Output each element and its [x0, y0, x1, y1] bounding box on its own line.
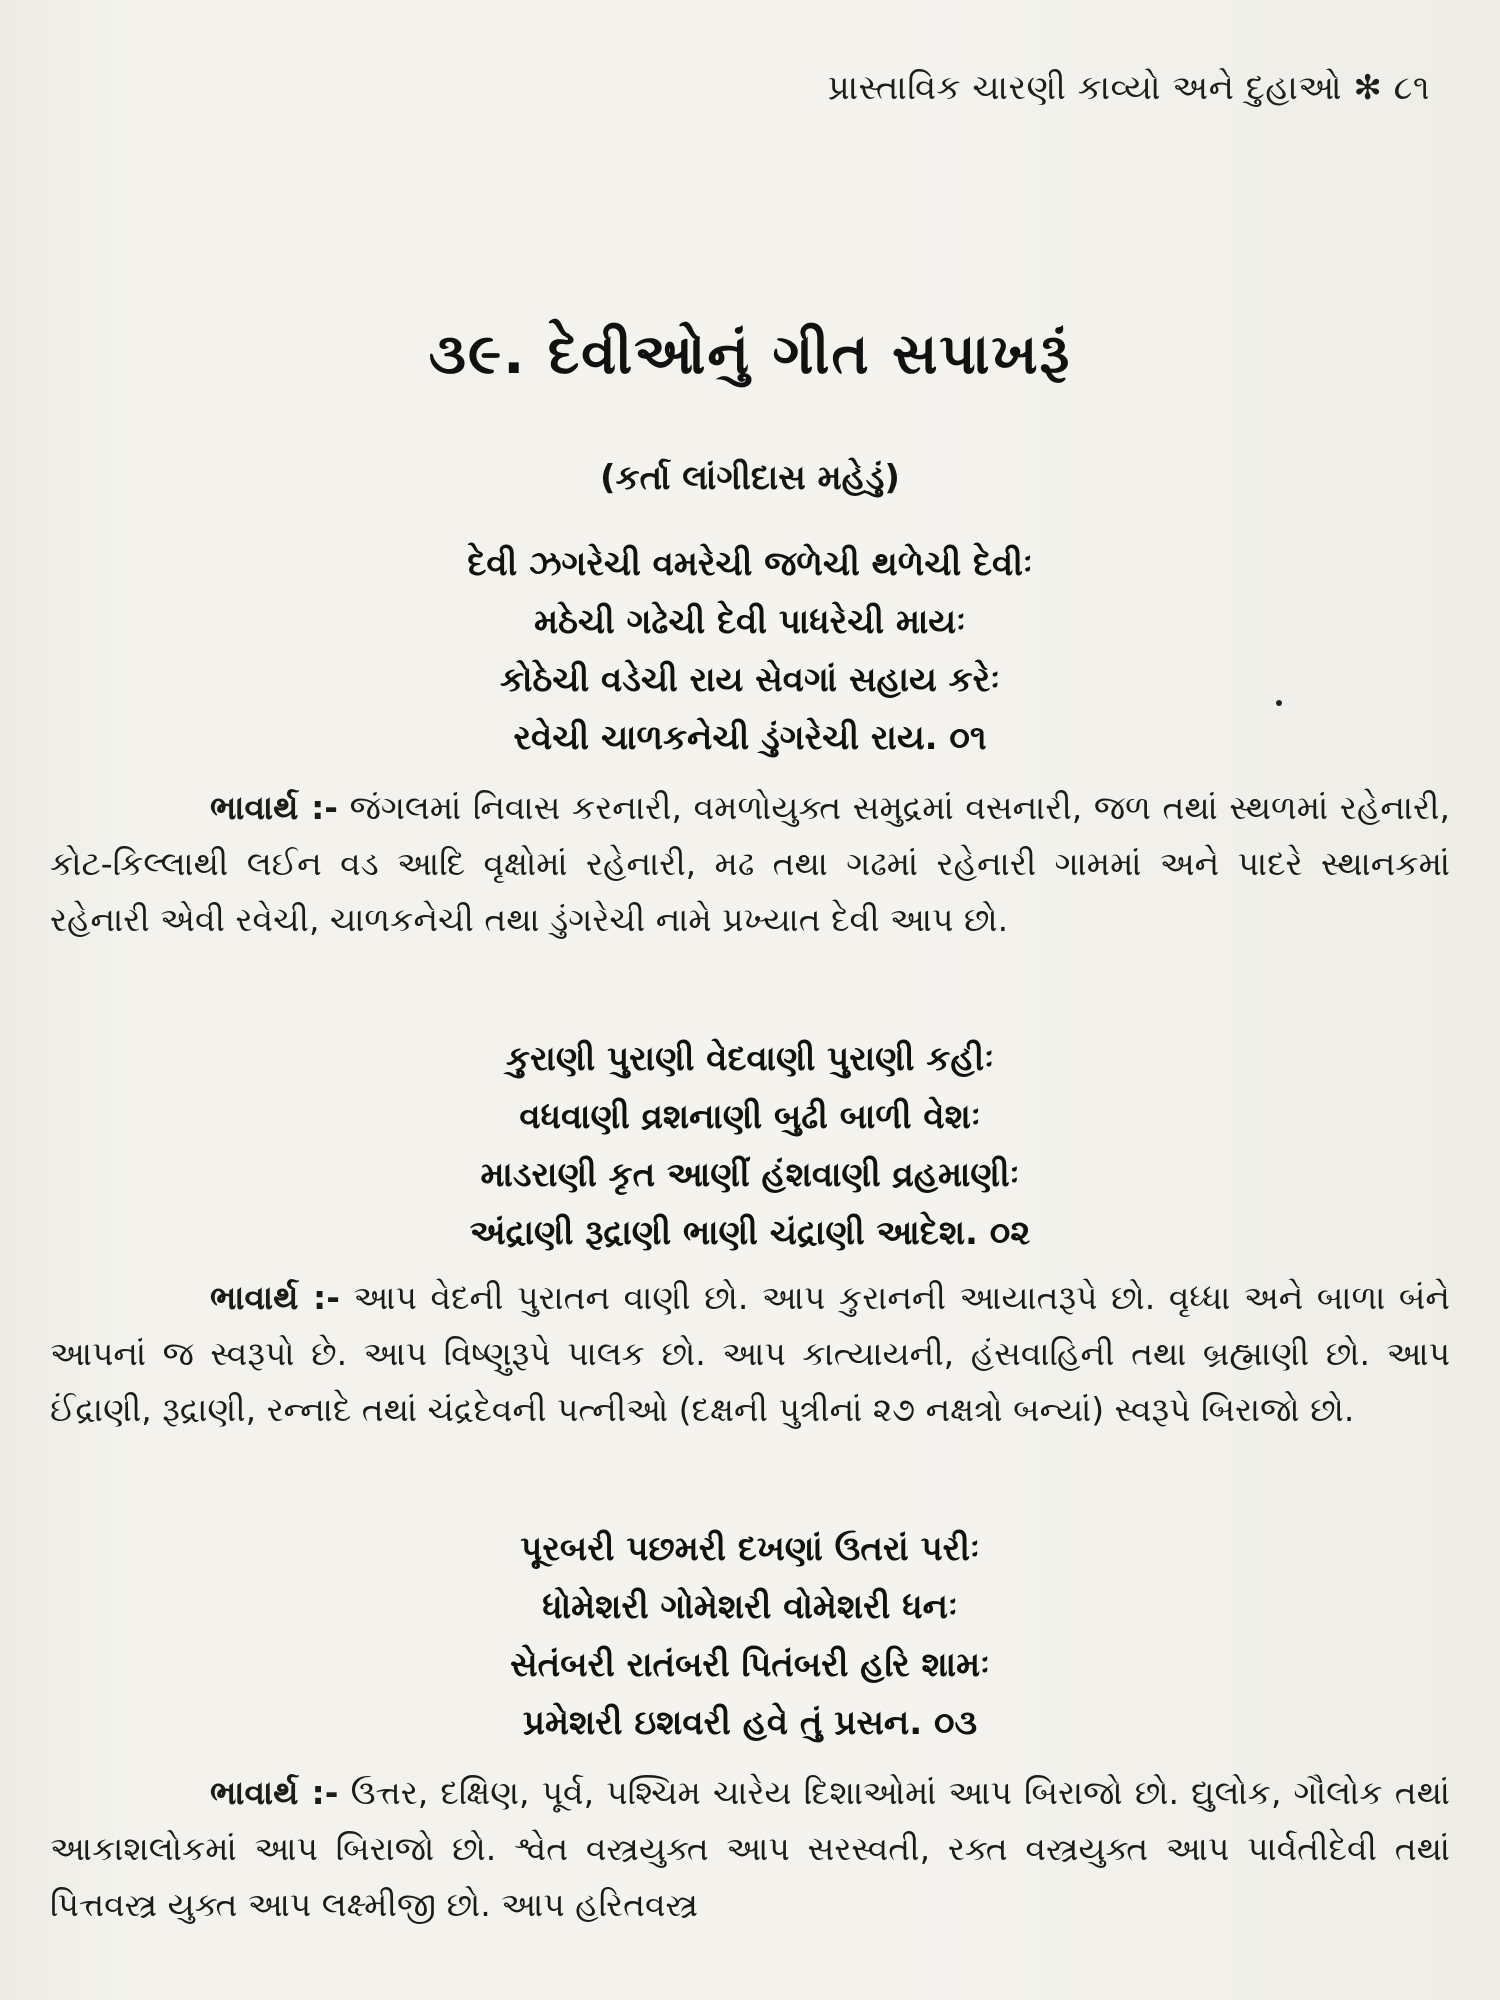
ink-speck [1276, 700, 1282, 706]
stanza-1 [0, 535, 1500, 767]
meaning-text: ઉત્તર, દક્ષિણ, પૂર્વ, પશ્ચિમ ચારેય દિશાઓમાં આપ બિરાજો છો. દ્યુલોક, ગૌલોક તથાં આકાશલોકમાં આપ બિરાજો છો. શ્વેત વસ્ત્રયુક્ત આપ સરસ્વતી, રક્ત વસ્ત્રયુક્ત આપ પાર્વતીદેવી તથાં પિત્તવસ્ત્ર યુક્ત આપ લક્ષ્મીજી છો. આપ હરિતવસ્ત્ર [50, 1773, 1450, 1924]
verse-line: કુરાણી પુરાણી વેદવાણી પુરાણી કહીઃ [505, 1039, 995, 1079]
meaning-text: જંગલમાં નિવાસ કરનારી, વમળોયુક્ત સમુદ્રમાં વસનારી, જળ તથાં સ્થળમાં રહેનારી, કોટ-કિલ્લાથી લઈન વડ આદિ વૃક્ષોમાં રહેનારી, મઢ તથા ગઢમાં રહેનારી ગામમાં અને પાદરે સ્થાનકમાં રહેનારી એવી રવેચી, ચાળકનેચી તથા ડુંગરેચી નામે પ્રખ્યાત દેવી આપ છો. [50, 788, 1450, 939]
verse-line: મઠેચી ગઢેચી દેવી પાધરેચી માયઃ [534, 602, 966, 642]
poem-author: (કર્તા લાંગીદાસ મહેડું) [600, 458, 900, 498]
verse-line: પ્રમેશરી ઇશવરી હવે તું પ્રસન. ૦૩ [522, 1703, 978, 1743]
meaning-text: આપ વેદની પુરાતન વાણી છો. આપ કુરાનની આયાતરૂપે છો. વૃધ્ધા અને બાળા બંને આપનાં જ સ્વરૂપો છે. આપ વિષ્ણુરૂપે પાલક છો. આપ કાત્યાયની, હંસવાહિની તથા બ્રહ્માણી છો. આપ ઈંદ્રાણી, રૂદ્રાણી, રન્નાદે તથાં ચંદ્રદેવની પત્નીઓ (દક્ષની પુત્રીનાં ૨૭ નક્ષત્રો બન્યાં) સ્વરૂપે બિરાજો છો. [50, 1278, 1450, 1429]
verse-line: દેવી ઝગરેચી વમરેચી જળેચી થળેચી દેવીઃ [467, 544, 1033, 584]
verse-line: માડરાણી કૃત આણીં હંશવાણી વ્રહમાણીઃ [480, 1155, 1020, 1195]
meaning-paragraph-2 [50, 1270, 1450, 1438]
running-header: પ્રાસ્તાવિક ચારણી કાવ્યો અને દુહાઓ ✻ ૮૧ [827, 68, 1430, 108]
meaning-paragraph-3 [50, 1765, 1450, 1933]
stanza-3 [0, 1520, 1500, 1752]
meaning-paragraph-1 [50, 780, 1450, 948]
meaning-label: ભાવાર્થ :- [210, 788, 338, 827]
meaning-label: ભાવાર્થ :- [210, 1773, 339, 1812]
verse-line: ધોમેશરી ગોમેશરી વોમેશરી ધનઃ [542, 1587, 958, 1627]
verse-line: અંદ્રાણી રૂદ્રાણી ભાણી ચંદ્રાણી આદેશ. ૦૨ [469, 1213, 1031, 1253]
poem-title: ૩૯. દેવીઓનું ગીત સપાખરૂં [428, 322, 1072, 387]
verse-line: વધવાણી વ્રશનાણી બુઢી બાળી વેશઃ [519, 1097, 981, 1137]
verse-line: સેતંબરી રાતંબરી પિતંબરી હરિ શામઃ [510, 1645, 990, 1685]
verse-line: કોઠેચી વડેચી રાય સેવગાં સહાય કરેઃ [499, 660, 1001, 700]
verse-line: રવેચી ચાળકનેચી ડુંગરેચી રાય. ૦૧ [513, 718, 987, 758]
stanza-2 [0, 1030, 1500, 1262]
verse-line: પૂરબરી પછમરી દખણાં ઉતરાં પરીઃ [520, 1529, 980, 1569]
meaning-label: ભાવાર્થ :- [210, 1278, 340, 1317]
